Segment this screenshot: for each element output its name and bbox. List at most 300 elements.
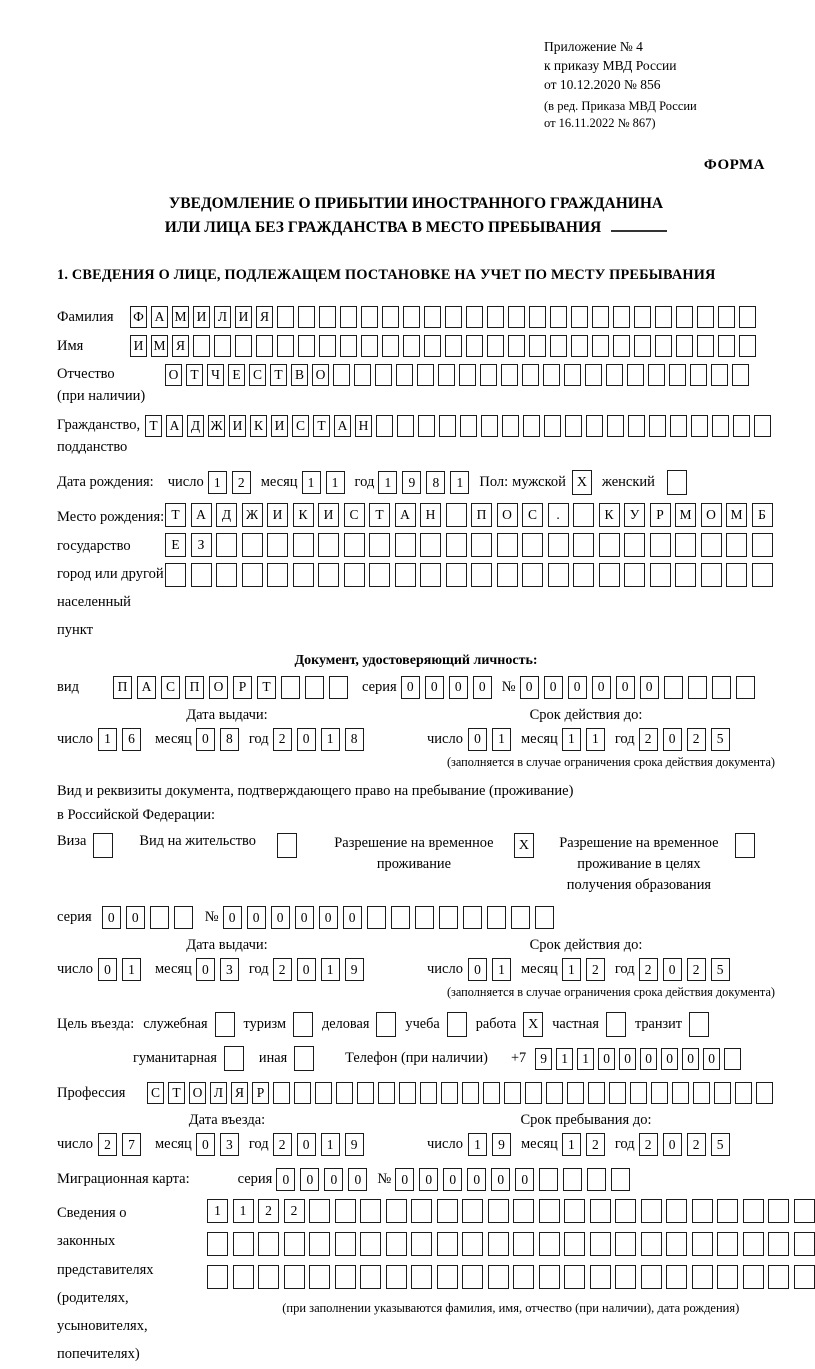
representatives-input-row2-cell[interactable] — [462, 1232, 483, 1256]
phone-input-cell[interactable]: 0 — [598, 1048, 615, 1070]
identity-doc-series-input-cell[interactable]: 0 — [401, 676, 420, 699]
stay-doc-series-input-cell[interactable]: 0 — [102, 906, 121, 929]
patronymic-input-cell[interactable] — [648, 364, 665, 386]
profession-input-cell[interactable] — [399, 1082, 416, 1104]
representatives-input-row3-cell[interactable] — [284, 1265, 305, 1289]
identity-doc-number-input-cell[interactable]: 0 — [592, 676, 611, 699]
entry-month-input[interactable] — [196, 1133, 239, 1156]
phone-input-cell[interactable]: 9 — [535, 1048, 552, 1070]
representatives-input-row3-cell[interactable] — [666, 1265, 687, 1289]
patronymic-input-cell[interactable] — [480, 364, 497, 386]
migration-series-input-cell[interactable]: 0 — [324, 1168, 343, 1191]
birth-place-input-row1-cell[interactable]: П — [471, 503, 492, 527]
birth-place-input-row1-cell[interactable]: Н — [420, 503, 441, 527]
patronymic-input-cell[interactable]: О — [165, 364, 182, 386]
birth-place-input-row2-cell[interactable] — [675, 533, 696, 557]
birth-place-input-row1-cell[interactable]: А — [395, 503, 416, 527]
surname-input-cell[interactable]: Ф — [130, 306, 147, 328]
profession-input-cell[interactable] — [567, 1082, 584, 1104]
patronymic-input-cell[interactable] — [459, 364, 476, 386]
surname-input-cell[interactable] — [466, 306, 483, 328]
given-name-input-cell[interactable] — [382, 335, 399, 357]
patronymic-input-cell[interactable]: С — [249, 364, 266, 386]
patronymic-input-cell[interactable]: О — [312, 364, 329, 386]
stay-doc-valid-month-input-cell[interactable]: 1 — [562, 958, 581, 981]
birth-place-input-row2-cell[interactable]: З — [191, 533, 212, 557]
patronymic-input-cell[interactable] — [438, 364, 455, 386]
stay-doc-number-input-cell[interactable] — [415, 906, 434, 929]
surname-input-cell[interactable]: М — [172, 306, 189, 328]
stay-doc-number-input-cell[interactable]: 0 — [343, 906, 362, 929]
identity-issue-day-input[interactable] — [98, 728, 141, 751]
representatives-input-row2-cell[interactable] — [488, 1232, 509, 1256]
identity-valid-year-input[interactable] — [639, 728, 730, 751]
surname-input-cell[interactable] — [508, 306, 525, 328]
stay-doc-valid-year-input-cell[interactable]: 2 — [639, 958, 658, 981]
stay-doc-issue-day-input[interactable] — [98, 958, 141, 981]
surname-input-cell[interactable] — [382, 306, 399, 328]
surname-input-cell[interactable]: А — [151, 306, 168, 328]
given-name-input-cell[interactable] — [508, 335, 525, 357]
phone-input-cell[interactable]: 0 — [682, 1048, 699, 1070]
identity-doc-number-input[interactable] — [520, 676, 755, 699]
given-name-input-cell[interactable] — [592, 335, 609, 357]
stay-doc-number-input-cell[interactable] — [487, 906, 506, 929]
stay-doc-valid-day-input-cell[interactable]: 1 — [492, 958, 511, 981]
entry-year-input-cell[interactable]: 0 — [297, 1133, 316, 1156]
representatives-input-row2-cell[interactable] — [590, 1232, 611, 1256]
birth-place-input-row1-cell[interactable]: Б — [752, 503, 773, 527]
profession-input-cell[interactable] — [630, 1082, 647, 1104]
representatives-input-row3-cell[interactable] — [590, 1265, 611, 1289]
stay-until-month-input[interactable] — [562, 1133, 605, 1156]
citizenship-input-cell[interactable] — [397, 415, 414, 437]
representatives-input-row3-cell[interactable] — [615, 1265, 636, 1289]
birth-place-input-row1-cell[interactable]: Р — [650, 503, 671, 527]
stay-until-day-input-cell[interactable]: 1 — [468, 1133, 487, 1156]
given-name-input[interactable] — [130, 335, 756, 357]
identity-doc-kind-input-cell[interactable] — [329, 676, 348, 699]
patronymic-input-cell[interactable]: Ч — [207, 364, 224, 386]
given-name-input-cell[interactable]: М — [151, 335, 168, 357]
stay-until-day-input[interactable] — [468, 1133, 511, 1156]
patronymic-input-cell[interactable] — [606, 364, 623, 386]
stay-doc-number-input-cell[interactable] — [511, 906, 530, 929]
stay-doc-issue-year-input-cell[interactable]: 2 — [273, 958, 292, 981]
representatives-input-row2-cell[interactable] — [768, 1232, 789, 1256]
surname-input-cell[interactable] — [634, 306, 651, 328]
birth-place-input-row1-cell[interactable]: К — [293, 503, 314, 527]
birth-place-input-row1-cell[interactable]: Д — [216, 503, 237, 527]
stay-until-year-input-cell[interactable]: 2 — [639, 1133, 658, 1156]
profession-input-cell[interactable] — [735, 1082, 752, 1104]
purpose-private-checkbox[interactable] — [606, 1012, 626, 1037]
representatives-input-row2-cell[interactable] — [233, 1232, 254, 1256]
representatives-input-row2-cell[interactable] — [309, 1232, 330, 1256]
given-name-input-cell[interactable] — [613, 335, 630, 357]
patronymic-input-cell[interactable] — [690, 364, 707, 386]
edu-residence-checkbox-cell[interactable] — [735, 833, 755, 858]
representatives-input-row3-cell[interactable] — [692, 1265, 713, 1289]
representatives-input-row1-cell[interactable] — [386, 1199, 407, 1223]
representatives-input-row2-cell[interactable] — [564, 1232, 585, 1256]
patronymic-input-cell[interactable] — [564, 364, 581, 386]
representatives-input-row3-cell[interactable] — [641, 1265, 662, 1289]
phone-input-cell[interactable]: 0 — [661, 1048, 678, 1070]
profession-input-cell[interactable]: Л — [210, 1082, 227, 1104]
stay-until-day-input-cell[interactable]: 9 — [492, 1133, 511, 1156]
citizenship-input-cell[interactable] — [376, 415, 393, 437]
stay-doc-issue-year-input[interactable] — [273, 958, 364, 981]
birth-place-input-row3-cell[interactable] — [701, 563, 722, 587]
identity-doc-series-input-cell[interactable]: 0 — [425, 676, 444, 699]
identity-doc-series-input-cell[interactable]: 0 — [473, 676, 492, 699]
citizenship-input-cell[interactable]: Ж — [208, 415, 225, 437]
identity-issue-year-input-cell[interactable]: 1 — [321, 728, 340, 751]
identity-doc-kind-input-cell[interactable]: П — [185, 676, 204, 699]
representatives-input-row2-cell[interactable] — [360, 1232, 381, 1256]
surname-input-cell[interactable] — [739, 306, 756, 328]
citizenship-input-cell[interactable] — [502, 415, 519, 437]
profession-input-cell[interactable]: О — [189, 1082, 206, 1104]
identity-issue-year-input-cell[interactable]: 8 — [345, 728, 364, 751]
stay-doc-valid-day-input-cell[interactable]: 0 — [468, 958, 487, 981]
citizenship-input-cell[interactable]: Н — [355, 415, 372, 437]
temp-residence-checkbox[interactable] — [514, 833, 534, 858]
identity-doc-number-input-cell[interactable] — [688, 676, 707, 699]
patronymic-input-cell[interactable] — [669, 364, 686, 386]
birth-place-input-row3-cell[interactable] — [726, 563, 747, 587]
representatives-input-row2-cell[interactable] — [437, 1232, 458, 1256]
phone-input-cell[interactable]: 0 — [640, 1048, 657, 1070]
migration-series-input[interactable] — [276, 1168, 367, 1191]
birth-place-input-row1-cell[interactable]: О — [701, 503, 722, 527]
birth-place-input-row3-cell[interactable] — [497, 563, 518, 587]
profession-input-cell[interactable] — [357, 1082, 374, 1104]
representatives-input-row1-cell[interactable] — [513, 1199, 534, 1223]
birth-place-input-row2-cell[interactable] — [242, 533, 263, 557]
citizenship-input-cell[interactable] — [733, 415, 750, 437]
identity-valid-year-input-cell[interactable]: 2 — [639, 728, 658, 751]
entry-year-input-cell[interactable]: 9 — [345, 1133, 364, 1156]
given-name-input-cell[interactable] — [277, 335, 294, 357]
birth-place-input-row3-cell[interactable] — [624, 563, 645, 587]
birth-place-input-row2-cell[interactable] — [573, 533, 594, 557]
representatives-input-row3-cell[interactable] — [717, 1265, 738, 1289]
patronymic-input[interactable] — [165, 364, 749, 386]
identity-doc-kind-input[interactable] — [113, 676, 348, 699]
birth-place-input-row3-cell[interactable] — [573, 563, 594, 587]
citizenship-input-cell[interactable] — [544, 415, 561, 437]
sex-female-checkbox-cell[interactable] — [667, 470, 687, 495]
birth-place-input-row3-cell[interactable] — [650, 563, 671, 587]
stay-doc-number-input-cell[interactable]: 0 — [271, 906, 290, 929]
identity-issue-month-input-cell[interactable]: 0 — [196, 728, 215, 751]
stay-doc-issue-day-input-cell[interactable]: 0 — [98, 958, 117, 981]
given-name-input-cell[interactable] — [550, 335, 567, 357]
birth-place-input-row3-cell[interactable] — [165, 563, 186, 587]
birth-place-input-row2-cell[interactable] — [369, 533, 390, 557]
identity-issue-day-input-cell[interactable]: 6 — [122, 728, 141, 751]
identity-valid-day-input-cell[interactable]: 0 — [468, 728, 487, 751]
profession-input-cell[interactable] — [483, 1082, 500, 1104]
birth-place-input-row2-cell[interactable] — [701, 533, 722, 557]
representatives-input-row1-cell[interactable] — [666, 1199, 687, 1223]
birth-place-input-row1-cell[interactable]: И — [318, 503, 339, 527]
representatives-input-row2-cell[interactable] — [641, 1232, 662, 1256]
patronymic-input-cell[interactable] — [585, 364, 602, 386]
given-name-input-cell[interactable] — [256, 335, 273, 357]
surname-input-cell[interactable] — [424, 306, 441, 328]
identity-valid-month-input-cell[interactable]: 1 — [586, 728, 605, 751]
birth-place-input-row1-cell[interactable]: С — [344, 503, 365, 527]
birth-place-input-row2-cell[interactable] — [471, 533, 492, 557]
birth-place-input-row2-cell[interactable] — [395, 533, 416, 557]
birth-day-input[interactable] — [208, 471, 251, 494]
given-name-input-cell[interactable] — [529, 335, 546, 357]
representatives-input-row1-cell[interactable] — [590, 1199, 611, 1223]
given-name-input-cell[interactable] — [655, 335, 672, 357]
representatives-input-row3-cell[interactable] — [207, 1265, 228, 1289]
stay-doc-issue-day-input-cell[interactable]: 1 — [122, 958, 141, 981]
citizenship-input-cell[interactable]: А — [334, 415, 351, 437]
identity-doc-number-input-cell[interactable]: 0 — [544, 676, 563, 699]
profession-input-cell[interactable] — [525, 1082, 542, 1104]
purpose-work-checkbox-cell[interactable]: X — [523, 1012, 543, 1037]
profession-input-cell[interactable] — [420, 1082, 437, 1104]
profession-input-cell[interactable] — [441, 1082, 458, 1104]
citizenship-input-cell[interactable] — [607, 415, 624, 437]
profession-input-cell[interactable] — [336, 1082, 353, 1104]
migration-series-input-cell[interactable]: 0 — [276, 1168, 295, 1191]
birth-place-input-row3-cell[interactable] — [344, 563, 365, 587]
surname-input-cell[interactable] — [592, 306, 609, 328]
birth-day-input-cell[interactable]: 1 — [208, 471, 227, 494]
representatives-input-row1-cell[interactable]: 1 — [233, 1199, 254, 1223]
birth-place-input-row2-cell[interactable] — [522, 533, 543, 557]
profession-input-cell[interactable] — [672, 1082, 689, 1104]
surname-input-cell[interactable] — [403, 306, 420, 328]
birth-year-input-cell[interactable]: 1 — [378, 471, 397, 494]
birth-place-input-row1[interactable] — [165, 503, 773, 527]
birth-place-input-row1-cell[interactable]: Ж — [242, 503, 263, 527]
citizenship-input-cell[interactable]: И — [229, 415, 246, 437]
surname-input-cell[interactable] — [571, 306, 588, 328]
birth-place-input-row2-cell[interactable] — [752, 533, 773, 557]
profession-input-cell[interactable]: Я — [231, 1082, 248, 1104]
birth-place-input-row3[interactable] — [165, 563, 773, 587]
stay-doc-number-input[interactable] — [223, 906, 554, 929]
profession-input-cell[interactable] — [294, 1082, 311, 1104]
purpose-work-checkbox[interactable] — [523, 1012, 543, 1037]
citizenship-input-cell[interactable]: С — [292, 415, 309, 437]
purpose-tourism-checkbox-cell[interactable] — [293, 1012, 313, 1037]
birth-place-input-row3-cell[interactable] — [242, 563, 263, 587]
representatives-input-row3-cell[interactable] — [233, 1265, 254, 1289]
patronymic-input-cell[interactable] — [732, 364, 749, 386]
profession-input-cell[interactable] — [609, 1082, 626, 1104]
identity-doc-kind-input-cell[interactable]: С — [161, 676, 180, 699]
edu-residence-checkbox[interactable] — [735, 833, 755, 858]
citizenship-input-cell[interactable] — [523, 415, 540, 437]
patronymic-input-cell[interactable] — [396, 364, 413, 386]
representatives-input-row1-cell[interactable]: 1 — [207, 1199, 228, 1223]
birth-place-input-row2-cell[interactable] — [624, 533, 645, 557]
citizenship-input-cell[interactable]: Д — [187, 415, 204, 437]
identity-issue-month-input[interactable] — [196, 728, 239, 751]
identity-doc-number-input-cell[interactable] — [712, 676, 731, 699]
migration-number-input-cell[interactable]: 0 — [419, 1168, 438, 1191]
stay-doc-issue-month-input-cell[interactable]: 3 — [220, 958, 239, 981]
birth-place-input-row3-cell[interactable] — [599, 563, 620, 587]
representatives-input-row2-cell[interactable] — [207, 1232, 228, 1256]
birth-month-input-cell[interactable]: 1 — [302, 471, 321, 494]
stay-doc-issue-year-input-cell[interactable]: 1 — [321, 958, 340, 981]
identity-issue-year-input-cell[interactable]: 2 — [273, 728, 292, 751]
identity-issue-year-input[interactable] — [273, 728, 364, 751]
stay-doc-number-input-cell[interactable]: 0 — [247, 906, 266, 929]
representatives-input-row2-cell[interactable] — [666, 1232, 687, 1256]
birth-place-input-row3-cell[interactable] — [293, 563, 314, 587]
identity-issue-month-input-cell[interactable]: 8 — [220, 728, 239, 751]
given-name-input-cell[interactable] — [487, 335, 504, 357]
migration-number-input-cell[interactable]: 0 — [467, 1168, 486, 1191]
migration-number-input-cell[interactable] — [611, 1168, 630, 1191]
citizenship-input-cell[interactable] — [670, 415, 687, 437]
entry-day-input-cell[interactable]: 2 — [98, 1133, 117, 1156]
profession-input-cell[interactable] — [504, 1082, 521, 1104]
patronymic-input-cell[interactable] — [501, 364, 518, 386]
birth-place-input-row1-cell[interactable] — [446, 503, 467, 527]
profession-input-cell[interactable] — [546, 1082, 563, 1104]
stay-doc-valid-month-input-cell[interactable]: 2 — [586, 958, 605, 981]
purpose-other-checkbox-cell[interactable] — [294, 1046, 314, 1071]
birth-place-input-row3-cell[interactable] — [471, 563, 492, 587]
birth-place-input-row2-cell[interactable] — [267, 533, 288, 557]
citizenship-input-cell[interactable]: Т — [313, 415, 330, 437]
representatives-input-row3-cell[interactable] — [386, 1265, 407, 1289]
birth-place-input-row1-cell[interactable] — [573, 503, 594, 527]
birth-place-input-row2-cell[interactable] — [293, 533, 314, 557]
stay-doc-valid-year-input[interactable] — [639, 958, 730, 981]
representatives-input-row3-cell[interactable] — [539, 1265, 560, 1289]
representatives-input-row3-cell[interactable] — [462, 1265, 483, 1289]
stay-doc-issue-year-input-cell[interactable]: 9 — [345, 958, 364, 981]
stay-doc-series-input[interactable] — [102, 906, 193, 929]
representatives-input-row1-cell[interactable] — [488, 1199, 509, 1223]
patronymic-input-cell[interactable] — [354, 364, 371, 386]
stay-doc-valid-year-input-cell[interactable]: 0 — [663, 958, 682, 981]
citizenship-input-cell[interactable] — [712, 415, 729, 437]
surname-input-cell[interactable]: И — [235, 306, 252, 328]
phone-input-cell[interactable]: 1 — [556, 1048, 573, 1070]
purpose-business-checkbox-cell[interactable] — [376, 1012, 396, 1037]
surname-input-cell[interactable] — [361, 306, 378, 328]
migration-number-input-cell[interactable]: 0 — [443, 1168, 462, 1191]
given-name-input-cell[interactable] — [361, 335, 378, 357]
birth-month-input[interactable] — [302, 471, 345, 494]
identity-doc-number-input-cell[interactable]: 0 — [616, 676, 635, 699]
patronymic-input-cell[interactable] — [375, 364, 392, 386]
surname-input-cell[interactable] — [487, 306, 504, 328]
identity-issue-year-input-cell[interactable]: 0 — [297, 728, 316, 751]
entry-year-input-cell[interactable]: 2 — [273, 1133, 292, 1156]
citizenship-input-cell[interactable] — [691, 415, 708, 437]
citizenship-input-cell[interactable] — [418, 415, 435, 437]
phone-input-cell[interactable]: 0 — [703, 1048, 720, 1070]
representatives-input-row3-cell[interactable] — [564, 1265, 585, 1289]
stay-doc-number-input-cell[interactable]: 0 — [319, 906, 338, 929]
stay-doc-number-input-cell[interactable] — [367, 906, 386, 929]
given-name-input-cell[interactable] — [424, 335, 441, 357]
given-name-input-cell[interactable] — [697, 335, 714, 357]
entry-year-input[interactable] — [273, 1133, 364, 1156]
residence-permit-checkbox[interactable] — [277, 833, 297, 858]
surname-input-cell[interactable]: Я — [256, 306, 273, 328]
birth-place-input-row2[interactable] — [165, 533, 773, 557]
birth-year-input-cell[interactable]: 8 — [426, 471, 445, 494]
stay-doc-number-input-cell[interactable]: 0 — [295, 906, 314, 929]
stay-doc-valid-year-input-cell[interactable]: 2 — [687, 958, 706, 981]
profession-input-cell[interactable] — [756, 1082, 773, 1104]
migration-number-input-cell[interactable]: 0 — [491, 1168, 510, 1191]
given-name-input-cell[interactable] — [739, 335, 756, 357]
representatives-input-row2-cell[interactable] — [284, 1232, 305, 1256]
birth-place-input-row2-cell[interactable] — [216, 533, 237, 557]
representatives-input-row3[interactable] — [207, 1265, 815, 1289]
identity-doc-kind-input-cell[interactable]: Т — [257, 676, 276, 699]
entry-month-input-cell[interactable]: 3 — [220, 1133, 239, 1156]
surname-input-cell[interactable] — [697, 306, 714, 328]
birth-day-input-cell[interactable]: 2 — [232, 471, 251, 494]
representatives-input-row1-cell[interactable] — [335, 1199, 356, 1223]
patronymic-input-cell[interactable] — [711, 364, 728, 386]
representatives-input-row1-cell[interactable] — [794, 1199, 815, 1223]
representatives-input-row1-cell[interactable] — [360, 1199, 381, 1223]
stay-doc-number-input-cell[interactable] — [463, 906, 482, 929]
representatives-input-row3-cell[interactable] — [437, 1265, 458, 1289]
birth-place-input-row1-cell[interactable]: О — [497, 503, 518, 527]
phone-input-cell[interactable]: 1 — [577, 1048, 594, 1070]
entry-day-input[interactable] — [98, 1133, 141, 1156]
identity-valid-month-input-cell[interactable]: 1 — [562, 728, 581, 751]
purpose-business-checkbox[interactable] — [376, 1012, 396, 1037]
birth-place-input-row3-cell[interactable] — [369, 563, 390, 587]
given-name-input-cell[interactable] — [718, 335, 735, 357]
citizenship-input-cell[interactable] — [439, 415, 456, 437]
citizenship-input-cell[interactable] — [481, 415, 498, 437]
birth-place-input-row1-cell[interactable]: У — [624, 503, 645, 527]
stay-doc-issue-year-input-cell[interactable]: 0 — [297, 958, 316, 981]
migration-number-input-cell[interactable]: 0 — [515, 1168, 534, 1191]
birth-place-input-row1-cell[interactable]: А — [191, 503, 212, 527]
stay-doc-series-input-cell[interactable]: 0 — [126, 906, 145, 929]
representatives-input-row2-cell[interactable] — [335, 1232, 356, 1256]
surname-input-cell[interactable] — [676, 306, 693, 328]
stay-doc-valid-year-input-cell[interactable]: 5 — [711, 958, 730, 981]
profession-input-cell[interactable]: Т — [168, 1082, 185, 1104]
migration-number-input-cell[interactable] — [539, 1168, 558, 1191]
surname-input-cell[interactable] — [529, 306, 546, 328]
representatives-input-row1-cell[interactable] — [411, 1199, 432, 1223]
given-name-input-cell[interactable]: Я — [172, 335, 189, 357]
birth-place-input-row1-cell[interactable]: М — [726, 503, 747, 527]
representatives-input-row2-cell[interactable] — [717, 1232, 738, 1256]
given-name-input-cell[interactable] — [676, 335, 693, 357]
profession-input-cell[interactable] — [315, 1082, 332, 1104]
surname-input-cell[interactable] — [718, 306, 735, 328]
stay-doc-issue-month-input-cell[interactable]: 0 — [196, 958, 215, 981]
